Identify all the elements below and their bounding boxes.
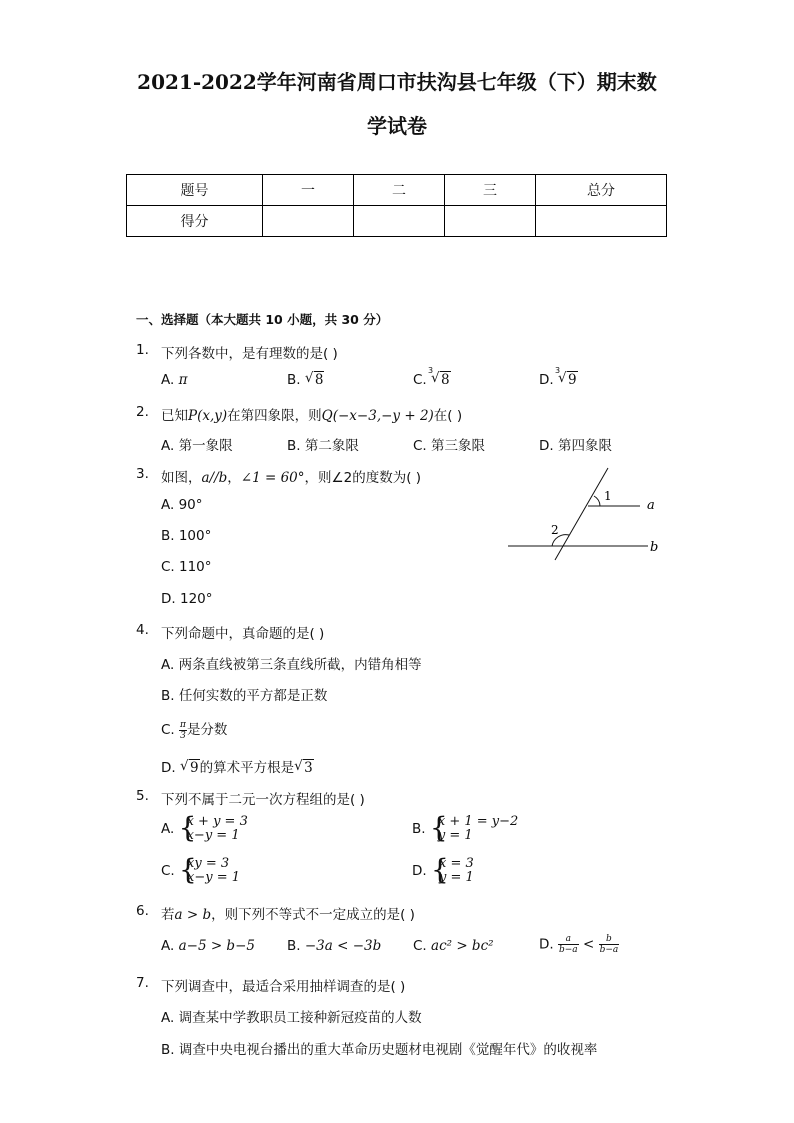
sqrt-expression: √ 8 xyxy=(304,370,324,388)
score-header-cell: 题号 xyxy=(127,175,263,206)
equation-system: { x + 1 = y−2 y = 1 xyxy=(429,811,519,844)
question-number: 1. xyxy=(136,342,149,358)
question-number: 3. xyxy=(136,466,149,482)
score-header-cell: 二 xyxy=(354,175,445,206)
question-number: 2. xyxy=(136,404,149,420)
option-label: C. xyxy=(413,372,427,388)
question-text: 若a > b，则下列不等式不一定成立的是( ) xyxy=(161,907,415,923)
option-a[interactable]: A. a−5 > b−5 xyxy=(161,938,255,954)
question-text: 下列各数中，是有理数的是( ) xyxy=(161,346,338,362)
option-c[interactable]: C. { xy = 3 x−y = 1 xyxy=(161,853,241,886)
option-b[interactable]: B. −3a < −3b xyxy=(287,938,382,954)
question-number: 5. xyxy=(136,788,149,804)
score-table-score-row xyxy=(127,206,667,237)
fraction: $\frac{\pi}{3}$ xyxy=(180,719,186,741)
sqrt-expression: √ 3 xyxy=(294,758,313,776)
option-a[interactable]: A. 调查某中学教职员工接种新冠疫苗的人数 xyxy=(161,1010,422,1026)
option-a[interactable]: A. 两条直线被第三条直线所截，内错角相等 xyxy=(161,657,422,673)
cube-root-expression: 3 √ 9 xyxy=(554,366,577,388)
parallel-lines-figure xyxy=(500,462,670,562)
option-c[interactable] xyxy=(413,366,451,388)
fraction: $\frac{a}{b-a}$ xyxy=(558,934,578,955)
score-header-cell: 三 xyxy=(445,175,536,206)
option-a[interactable]: A. { x + y = 3 x−y = 1 xyxy=(161,811,248,844)
option-d[interactable]: D. { x = 3 y = 1 xyxy=(412,853,474,886)
option-b[interactable] xyxy=(287,372,324,388)
score-cell[interactable] xyxy=(354,206,445,237)
option-label: B. xyxy=(287,372,301,388)
question-number: 7. xyxy=(136,975,149,991)
option-d[interactable]: D. $\frac{a}{b-a}$ < $\frac{b}{b-a}$ xyxy=(539,934,619,955)
line-a-label: a xyxy=(647,498,655,513)
question-number: 6. xyxy=(136,903,149,919)
option-b[interactable]: B. 任何实数的平方都是正数 xyxy=(161,688,328,704)
option-d[interactable]: D. 第四象限 xyxy=(539,438,612,454)
option-c[interactable]: C. ac² > bc² xyxy=(413,938,494,954)
line-b-label: b xyxy=(650,540,659,555)
option-a[interactable] xyxy=(161,372,187,388)
equation-system: { xy = 3 x−y = 1 xyxy=(179,853,241,886)
option-b[interactable]: B. 第二象限 xyxy=(287,438,359,454)
question-text: 下列不属于二元一次方程组的是( ) xyxy=(161,792,365,808)
page-title-line1: 2021-2022学年河南省周口市扶沟县七年级（下）期末数 xyxy=(137,70,657,94)
option-label: A. xyxy=(161,372,175,388)
score-row-label: 得分 xyxy=(127,206,263,237)
option-label: D. xyxy=(539,372,554,388)
option-c[interactable]: C. 第三象限 xyxy=(413,438,486,454)
option-c[interactable]: C. $\frac{\pi}{3}$ 是分数 xyxy=(161,719,228,741)
angle-1-arc xyxy=(594,496,600,506)
equation-system: { x = 3 y = 1 xyxy=(430,853,474,886)
option-a[interactable]: A. 90° xyxy=(161,497,203,513)
angle-2-label: 2 xyxy=(551,523,559,537)
option-d[interactable]: D. √ 9的算术平方根是 √ 3 xyxy=(161,758,313,776)
sqrt-expression: √ 9 xyxy=(179,758,199,776)
score-cell[interactable] xyxy=(263,206,354,237)
option-b[interactable]: B. 100° xyxy=(161,528,212,544)
option-c[interactable]: C. 110° xyxy=(161,559,212,575)
question-number: 4. xyxy=(136,622,149,638)
score-header-cell: 一 xyxy=(263,175,354,206)
question-text: 下列调查中，最适合采用抽样调查的是( ) xyxy=(161,979,406,995)
score-header-cell: 总分 xyxy=(536,175,667,206)
fraction: $\frac{b}{b-a}$ xyxy=(599,934,619,955)
option-b[interactable]: B. { x + 1 = y−2 y = 1 xyxy=(412,811,519,844)
option-d[interactable]: D. 120° xyxy=(161,591,213,607)
score-cell[interactable] xyxy=(445,206,536,237)
score-table-header-row xyxy=(127,175,667,206)
option-a[interactable]: A. 第一象限 xyxy=(161,438,233,454)
question-text: 如图，a//b，∠1 = 60°，则∠2的度数为( ) xyxy=(161,470,422,486)
question-text: 下列命题中，真命题的是( ) xyxy=(161,626,325,642)
section-heading: 一、选择题（本大题共 10 小题，共 30 分） xyxy=(136,312,389,327)
page-title-line2: 学试卷 xyxy=(367,114,427,138)
score-table xyxy=(126,174,667,237)
equation-system: { x + y = 3 x−y = 1 xyxy=(178,811,248,844)
angle-1-label: 1 xyxy=(604,489,612,503)
cube-root-expression: 3 √ 8 xyxy=(428,366,450,388)
math-pi: π xyxy=(178,372,188,388)
option-d[interactable] xyxy=(539,366,578,388)
option-b[interactable]: B. 调查中央电视台播出的重大革命历史题材电视剧《觉醒年代》的收视率 xyxy=(161,1042,598,1058)
question-text: 已知P(x,y)在第四象限，则Q(−x−3,−y + 2)在( ) xyxy=(161,408,463,424)
score-cell[interactable] xyxy=(536,206,667,237)
